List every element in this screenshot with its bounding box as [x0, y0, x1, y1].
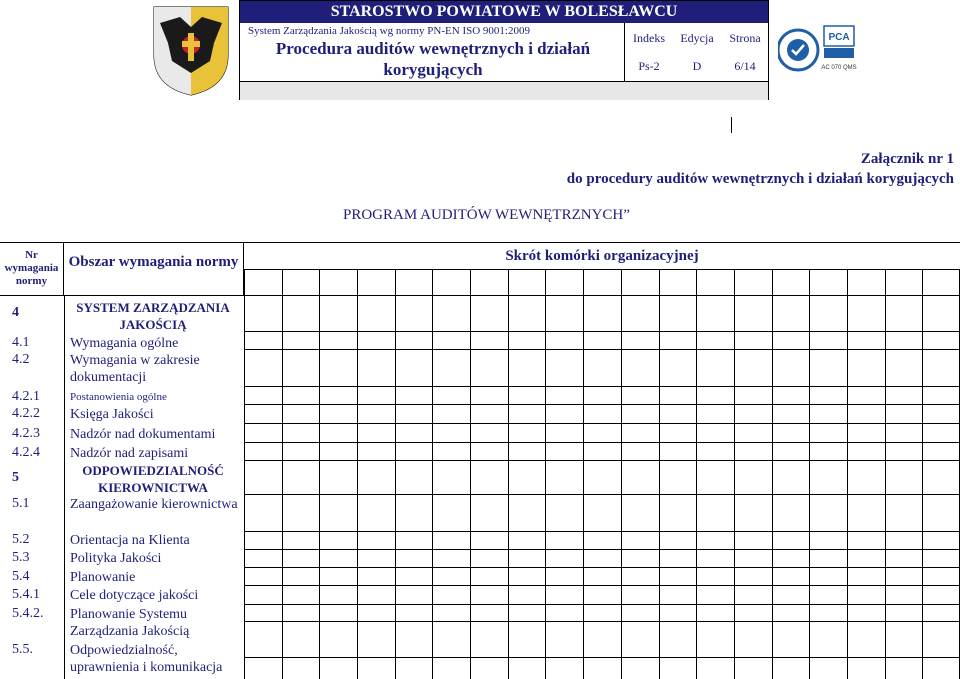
- program-title: PROGRAM AUDITÓW WEWNĘTRZNYCH”: [343, 207, 630, 223]
- row-area: SYSTEM ZARZĄDZANIA JAKOŚCIĄ: [76, 300, 230, 332]
- row-nr: 5.5.: [12, 642, 33, 657]
- grid-row-line: [244, 386, 960, 387]
- grid-row-line: [244, 349, 960, 350]
- meta-edition-value: D: [692, 59, 702, 73]
- grid-row-line: [244, 295, 960, 296]
- row-nr: 4.2.2: [12, 406, 40, 421]
- grid-row-line: [244, 269, 960, 270]
- row-nr: 5.1: [12, 496, 30, 511]
- coat-of-arms-icon: [150, 3, 232, 97]
- meta-page-label: Strona: [729, 31, 761, 45]
- row-area: Orientacja na Klienta: [70, 533, 190, 548]
- row-nr: 5: [12, 470, 19, 485]
- row-area: Nadzór nad dokumentami: [70, 427, 216, 442]
- document-meta: [624, 23, 769, 81]
- row-nr: 4.2.3: [12, 426, 40, 441]
- row-area: Odpowiedzialność, uprawnienia i komunikacja: [70, 643, 223, 675]
- row-nr: 5.4: [12, 569, 30, 584]
- row-nr: 5.4.1: [12, 587, 40, 602]
- meta-index-value: Ps-2: [638, 59, 660, 73]
- grid-row-line: [244, 585, 960, 586]
- row-nr: 4.2: [12, 352, 30, 367]
- certification-logo-icon: [778, 22, 860, 78]
- grid-row-line: [244, 567, 960, 568]
- row-nr: 4: [12, 305, 19, 320]
- annex-number: Załącznik nr 1: [860, 151, 954, 167]
- meta-index-label: Indeks: [633, 31, 665, 45]
- grid-row-line: [244, 494, 960, 495]
- row-nr: 5.3: [12, 550, 30, 565]
- units-grid: [244, 269, 960, 679]
- row-nr: 4.2.1: [12, 389, 40, 404]
- meta-index: [625, 23, 673, 81]
- column-header-units: Skrót komórki organizacyjnej: [505, 248, 699, 264]
- meta-page-value: 6/14: [734, 59, 756, 73]
- column-header-nr: Nr wymagania normy: [0, 243, 64, 295]
- row-area: Wymagania ogólne: [70, 336, 179, 351]
- column-header-area: Obszar wymagania normy: [64, 243, 244, 295]
- row-area: Planowanie: [70, 570, 136, 585]
- org-title: STAROSTWO POWIATOWE W BOLESŁAWCU: [240, 1, 768, 23]
- meta-edition: [673, 23, 721, 81]
- meta-edition-label: Edycja: [680, 31, 714, 45]
- grid-row-line: [244, 404, 960, 405]
- cert-text: AC 070 QMS: [821, 65, 857, 71]
- annex-description: do procedury auditów wewnętrznych i działań korygujących: [566, 171, 954, 187]
- grid-row-line: [244, 442, 960, 443]
- row-nr: 5.2: [12, 532, 30, 547]
- document-header: [239, 0, 769, 100]
- row-area: Polityka Jakości: [70, 551, 162, 566]
- header-footer-band: [240, 81, 768, 100]
- grid-row-line: [244, 549, 960, 550]
- grid-row-line: [244, 331, 960, 332]
- row-nr: 4.1: [12, 335, 30, 350]
- row-area: ODPOWIEDZIALNOŚĆ KIEROWNICTWA: [82, 463, 224, 495]
- text-cursor: [731, 117, 732, 133]
- row-area: Księga Jakości: [70, 407, 154, 422]
- grid-row-line: [244, 531, 960, 532]
- system-line: System Zarządzania Jakością wg normy PN-EN ISO 9001:2009: [248, 25, 530, 37]
- row-area: Cele dotyczące jakości: [70, 588, 199, 603]
- grid-row-line: [244, 604, 960, 605]
- grid-row-line: [244, 621, 960, 622]
- grid-row-line: [244, 460, 960, 461]
- row-area: Zaangażowanie kierownictwa: [70, 497, 238, 512]
- row-area: Nadzór nad zapisami: [70, 446, 189, 461]
- row-nr: 4.2.4: [12, 445, 40, 460]
- row-area: Wymagania w zakresie dokumentacji: [70, 353, 200, 385]
- svg-text:PCA: PCA: [828, 32, 850, 43]
- procedure-title: Procedura auditów wewnętrznych i działań korygujących: [275, 39, 591, 79]
- grid-row-line: [244, 423, 960, 424]
- row-area: Planowanie Systemu Zarządzania Jakością: [70, 607, 190, 639]
- grid-row-line: [244, 657, 960, 658]
- meta-page: [721, 23, 769, 81]
- row-nr: 5.4.2.: [12, 606, 44, 621]
- audit-program-table: [0, 242, 960, 679]
- row-area: Postanowienia ogólne: [70, 391, 167, 403]
